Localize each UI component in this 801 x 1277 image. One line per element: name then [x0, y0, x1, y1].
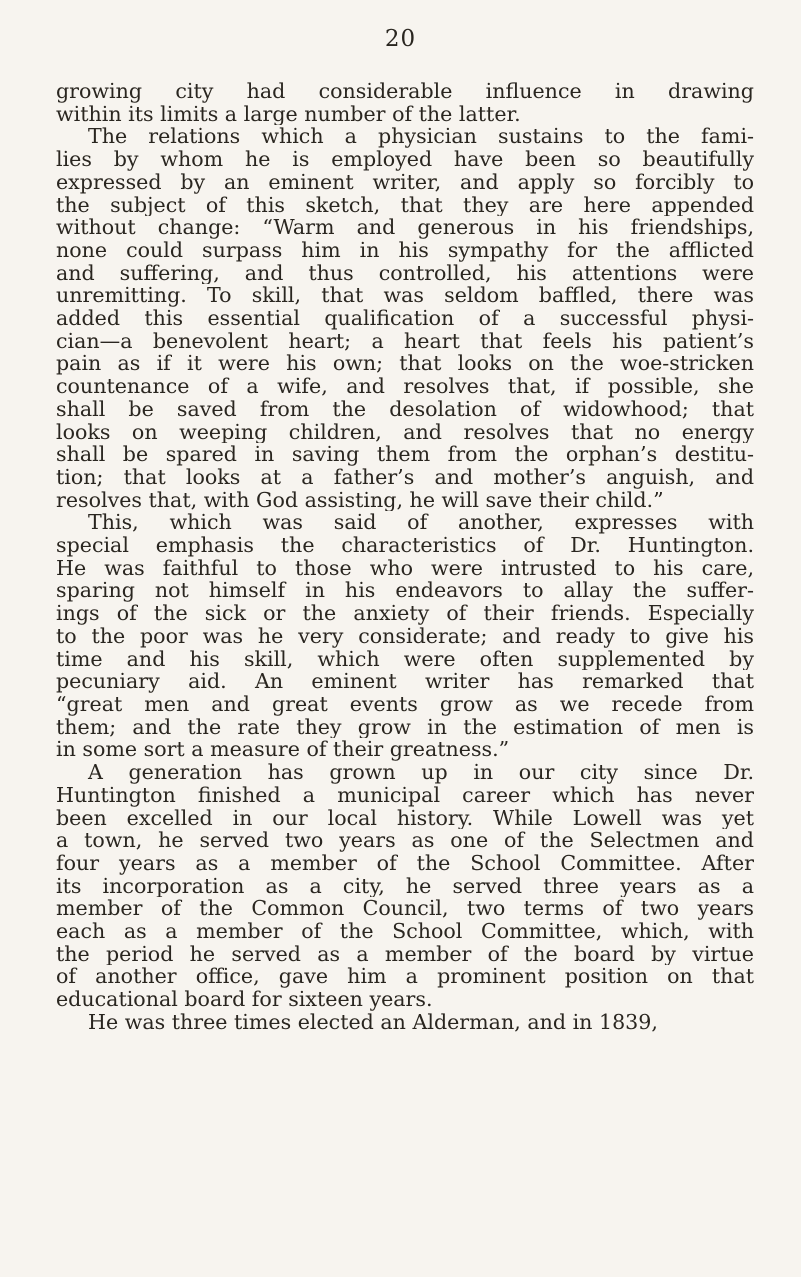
text-line: to the poor was he very considerate; and ready to give his [56, 624, 754, 648]
text-line: ings of the sick or the anxiety of their friends. Especially [56, 602, 754, 625]
text-line: shall be spared in saving them from the orphan’s destitu- [56, 443, 754, 466]
text-line: of another office, gave him a prominent position on that [56, 965, 754, 989]
text-line: been excelled in our local history. While Lowell was yet [56, 806, 754, 830]
text-line: cian—a benevolent heart; a heart that feels his patient’s [56, 329, 754, 353]
text-line: “great men and great events grow as we recede from [56, 692, 754, 716]
text-line: unremitting. To skill, that was seldom baffled, there was [56, 284, 754, 308]
text-line: The relations which a physician sustains to the fami- [88, 125, 754, 149]
text-line: sparing not himself in his endeavors to allay the suffer- [56, 579, 754, 603]
text-line: within its limits a large number of the latter. [56, 102, 521, 126]
text-line: without change: “Warm and generous in his friendships, [56, 216, 754, 239]
text-line: each as a member of the School Committee, which, with [56, 920, 754, 943]
text-line: countenance of a wife, and resolves that, if possible, she [56, 375, 754, 398]
text-line: them; and the rate they grow in the estimation of men is [56, 715, 754, 739]
text-line: four years as a member of the School Committee. After [56, 851, 754, 875]
text-line: and suffering, and thus controlled, his attentions were [56, 261, 754, 285]
text-line: This, which was said of another, expresses with [88, 511, 754, 535]
text-line: pain as if it were his own; that looks on the woe-stricken [56, 352, 754, 376]
page-number: 20 [384, 26, 417, 52]
text-line: the subject of this sketch, that they are here appended [56, 193, 754, 217]
text-line: educational board for sixteen years. [56, 988, 433, 1011]
text-line: Huntington finished a municipal career which has never [56, 783, 754, 807]
text-line: lies by whom he is employed have been so beautifully [56, 148, 754, 171]
text-line: none could surpass him in his sympathy for the afflicted [56, 238, 754, 262]
text-line: in some sort a measure of their greatness.” [56, 738, 510, 762]
body-text [56, 80, 754, 1034]
text-line: shall be saved from the desolation of widowhood; that [56, 397, 754, 421]
text-line: special emphasis the characteristics of Dr. Huntington. [56, 534, 754, 557]
text-line: a town, he served two years as one of the Selectmen and [56, 829, 754, 852]
text-line: looks on weeping children, and resolves that no energy [56, 420, 754, 444]
text-line: expressed by an eminent writer, and apply so forcibly to [56, 170, 754, 194]
text-line: He was three times elected an Alderman, and in 1839, [88, 1010, 658, 1034]
text-line: resolves that, with God assisting, he will save their child.” [56, 488, 664, 512]
text-line: added this essential qualification of a successful physi- [56, 307, 754, 330]
text-line: its incorporation as a city, he served three years as a [56, 874, 754, 898]
text-line: member of the Common Council, two terms of two years [56, 897, 754, 921]
text-line: pecuniary aid. An eminent writer has remarked that [56, 670, 754, 693]
text-line: tion; that looks at a father’s and mother’s anguish, and [56, 465, 754, 489]
text-line: He was faithful to those who were intrusted to his care, [56, 556, 754, 580]
text-line: time and his skill, which were often supplemented by [56, 647, 754, 671]
text-line: growing city had considerable influence in drawing [56, 80, 754, 103]
text-line: A generation has grown up in our city since Dr. [88, 761, 754, 784]
text-line: the period he served as a member of the board by virtue [56, 942, 754, 966]
